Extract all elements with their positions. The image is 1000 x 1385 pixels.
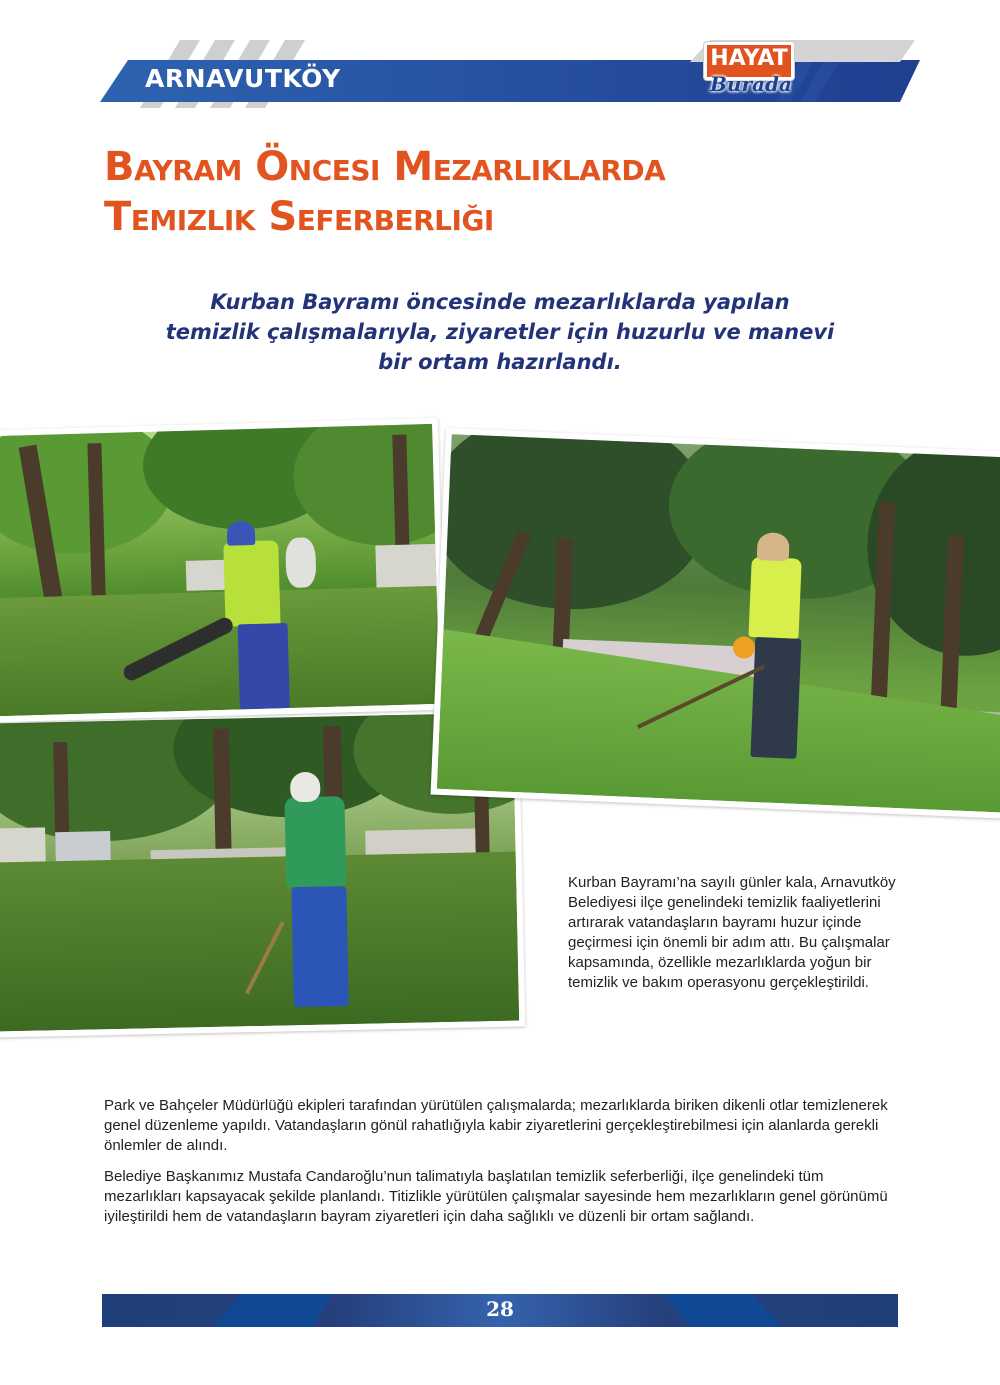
- article-title: [104, 142, 665, 242]
- side-paragraph: Kurban Bayramı’na sayılı günler kala, Arnavutköy Belediyesi ilçe genelindeki temizlik faaliyetlerini artırarak vatandaşların bayramı huzur içinde geçirmesi için önemli bir adım attı. Bu çalışmalar kapsamında, özellikle mezarlıklarda yoğun bir temizlik ve bakım operasyonu gerçekleştirildi.: [568, 874, 896, 991]
- section-title: ARNAVUTKÖY: [145, 64, 341, 93]
- title-line-1: Bayram Öncesi Mezarlıklarda: [104, 144, 666, 190]
- logo-text-top: HAYAT: [710, 46, 788, 71]
- hayat-burada-logo: [700, 42, 810, 104]
- photo-worker-leaf-blower: [0, 418, 446, 723]
- page-number: 28: [486, 1297, 514, 1321]
- article-lead: Kurban Bayramı öncesinde mezarlıklarda yapılan temizlik çalışmalarıyla, ziyaretler için huzurlu ve manevi bir ortam hazırlandı.: [165, 290, 835, 374]
- photo-worker-grass-trimmer: [431, 428, 1000, 819]
- title-line-2: Temizlik Seferberliği: [104, 194, 494, 240]
- body-paragraph-2: Belediye Başkanımız Mustafa Candaroğlu’nun talimatıyla başlatılan temizlik seferberliği, ilçe genelindeki tüm mezarlıkları kapsayacak şekilde planlandı. Titizlikle yürütülen çalışmalar sayesinde hem mezarlıkların genel görünümü iyileştirildi hem de vatandaşların bayram ziyaretleri için daha sağlıklı ve düzenli bir ortam sağlandı.: [104, 1168, 888, 1225]
- logo-text-bottom: Burada: [710, 72, 792, 96]
- article-body: [104, 1096, 904, 1238]
- body-paragraph-1: Park ve Bahçeler Müdürlüğü ekipleri tarafından yürütülen çalışmalarda; mezarlıklarda biriken dikenli otlar temizlenerek genel düzenleme yapıldı. Vatandaşların gönül rahatlığıyla kabir ziyaretlerini gerçekleştirebilmesi için alanlarda gerekli önlemler de alındı.: [104, 1097, 888, 1154]
